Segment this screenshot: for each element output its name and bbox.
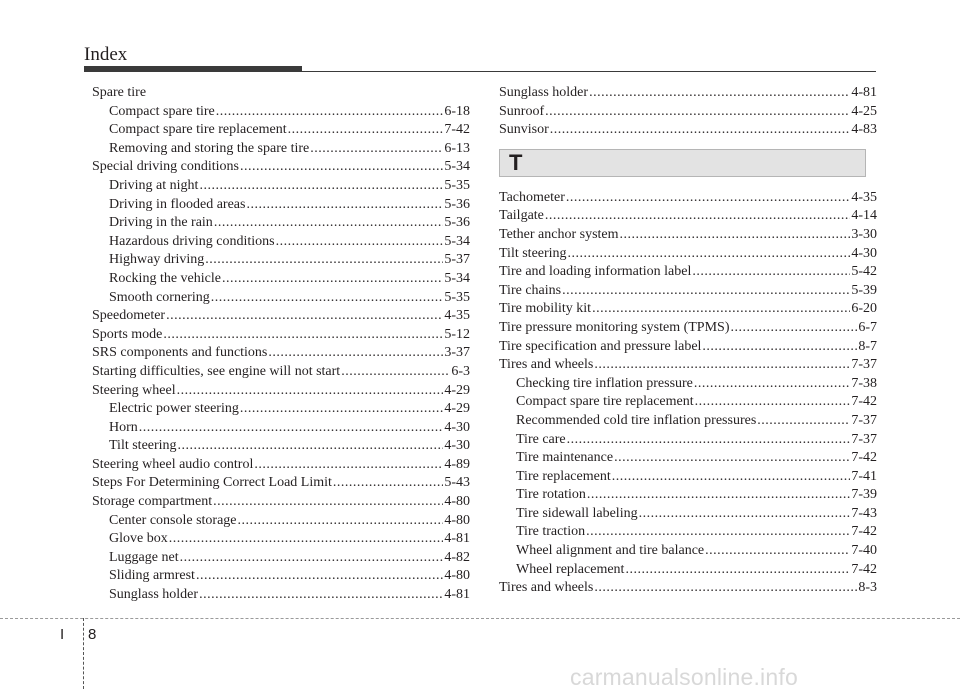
index-entry <box>92 344 470 363</box>
index-entry-page: 5-37 <box>444 252 470 268</box>
index-entry-page: 7-42 <box>851 561 877 577</box>
index-entry <box>499 505 877 524</box>
footer-page-number: 8 <box>88 626 97 643</box>
index-entry-page: 6-20 <box>851 301 877 317</box>
index-entry-page: 5-39 <box>851 282 877 298</box>
index-entry-page: 4-81 <box>444 531 470 547</box>
watermark: carmanualsonline.info <box>570 664 798 690</box>
dot-leader <box>562 282 850 301</box>
index-entries-s-continued <box>499 84 877 140</box>
dot-leader <box>169 530 444 549</box>
index-entry-page: 7-38 <box>851 375 877 391</box>
index-entry-label: SRS components and functions <box>92 345 268 361</box>
index-entry-label: Recommended cold tire inflation pressures <box>516 412 757 428</box>
index-entry-page: 6-3 <box>451 363 470 379</box>
index-entry-page: 3-30 <box>851 226 877 242</box>
dot-leader <box>196 567 443 586</box>
dot-leader <box>310 140 443 159</box>
index-entry-label: Sunvisor <box>499 122 549 138</box>
index-entry-page: 5-12 <box>444 326 470 342</box>
index-entry <box>499 189 877 208</box>
index-entry-label: Hazardous driving conditions <box>109 233 275 249</box>
index-entry-label: Checking tire inflation pressure <box>516 375 693 391</box>
index-entry-label: Tire pressure monitoring system (TPMS) <box>499 319 730 335</box>
index-entry <box>499 103 877 122</box>
index-entry-label: Highway driving <box>109 252 205 268</box>
index-entry <box>499 542 877 561</box>
dot-leader <box>214 214 444 233</box>
index-entry <box>92 493 470 512</box>
index-entry <box>92 196 470 215</box>
index-entry-page: 7-42 <box>851 394 877 410</box>
dot-leader <box>567 431 851 450</box>
index-entry-page: 7-37 <box>851 431 877 447</box>
index-entry-page: 5-36 <box>444 215 470 231</box>
dot-leader <box>222 270 443 289</box>
index-entry-label: Sunglass holder <box>499 85 589 100</box>
index-entry <box>92 400 470 419</box>
index-entry-label: Speedometer <box>92 308 166 324</box>
index-entry-label: Steps For Determining Correct Load Limit <box>92 475 332 491</box>
index-entry <box>92 289 470 308</box>
index-entry-label: Storage compartment <box>92 494 213 510</box>
page-header-title: Index <box>84 44 128 65</box>
index-entry <box>92 158 470 177</box>
dot-leader <box>199 586 443 605</box>
dot-leader <box>695 393 851 412</box>
index-entry <box>499 319 877 338</box>
index-entry-label: Electric power steering <box>109 401 239 417</box>
index-entry <box>499 338 877 357</box>
index-entry-page: 5-35 <box>444 177 470 193</box>
index-entry-label: Tires and wheels <box>499 580 594 596</box>
index-entry-page: 4-35 <box>444 308 470 324</box>
dot-leader <box>268 344 443 363</box>
index-entry-label: Compact spare tire replacement <box>109 122 287 138</box>
index-entry <box>92 567 470 586</box>
footer-section-letter: I <box>60 626 65 643</box>
dot-leader <box>166 307 443 326</box>
index-entry-page: 5-34 <box>444 159 470 175</box>
index-entry-label: Tire care <box>516 431 566 447</box>
index-entry-page: 4-80 <box>444 512 470 528</box>
dot-leader <box>545 103 850 122</box>
index-entry-label: Driving in flooded areas <box>109 196 246 212</box>
index-entry-label: Tire sidewall labeling <box>516 505 638 521</box>
dot-leader <box>545 207 850 226</box>
index-entry-page: 3-37 <box>444 345 470 361</box>
dot-leader <box>139 419 444 438</box>
index-entry <box>92 84 470 103</box>
dot-leader <box>594 579 857 598</box>
index-entry-label: Tire specification and pressure label <box>499 338 702 354</box>
index-entry-label: Spare tire <box>92 85 147 100</box>
index-entry <box>92 121 470 140</box>
dot-leader <box>692 263 850 282</box>
index-entry-label: Driving at night <box>109 177 199 193</box>
index-entry-page: 5-42 <box>851 264 877 280</box>
dot-leader <box>216 103 444 122</box>
index-entry-label: Sports mode <box>92 326 163 342</box>
index-entry <box>499 579 877 598</box>
dot-leader <box>211 289 444 308</box>
index-entry-page: 4-81 <box>851 85 877 100</box>
index-entry-label: Tire maintenance <box>516 450 614 466</box>
index-entry-page: 4-30 <box>444 419 470 435</box>
index-entry <box>499 412 877 431</box>
index-entry <box>92 103 470 122</box>
index-entry-label: Tire mobility kit <box>499 301 592 317</box>
dot-leader <box>702 338 857 357</box>
index-entry-label: Glove box <box>109 531 168 547</box>
index-entry-label: Steering wheel audio control <box>92 456 254 472</box>
dot-leader <box>213 493 443 512</box>
dot-leader <box>566 189 850 208</box>
dot-leader <box>240 158 443 177</box>
index-entry <box>92 363 470 382</box>
index-entry <box>92 512 470 531</box>
dot-leader <box>550 121 851 140</box>
index-entry-page: 4-83 <box>851 122 877 138</box>
index-entry <box>92 214 470 233</box>
index-entry-label: Rocking the vehicle <box>109 270 221 286</box>
index-entry <box>92 307 470 326</box>
section-header-t <box>499 149 866 177</box>
dot-leader <box>705 542 850 561</box>
index-entry <box>499 375 877 394</box>
index-entry <box>499 282 877 301</box>
index-entry <box>92 177 470 196</box>
index-entry <box>499 207 877 226</box>
index-entry-page: 4-30 <box>851 245 877 261</box>
index-entry-page: 5-36 <box>444 196 470 212</box>
index-entry-page: 4-82 <box>444 549 470 565</box>
index-entry <box>499 486 877 505</box>
index-entry <box>499 468 877 487</box>
index-entry-page: 7-37 <box>851 357 877 373</box>
dot-leader <box>620 226 851 245</box>
footer-horizontal-rule <box>0 618 960 620</box>
index-entry-page: 7-42 <box>851 524 877 540</box>
index-entry-page: 8-7 <box>858 338 877 354</box>
index-column-right <box>499 84 877 598</box>
index-entry-page: 7-40 <box>851 543 877 559</box>
index-entry-page: 6-18 <box>444 103 470 119</box>
index-entry-page: 6-13 <box>444 140 470 156</box>
index-entry-label: Tilt steering <box>109 438 177 454</box>
index-entry <box>92 233 470 252</box>
index-entry-label: Tires and wheels <box>499 357 594 373</box>
index-entry-page: 7-41 <box>851 468 877 484</box>
header-thin-rule <box>84 71 876 72</box>
index-entry-label: Steering wheel <box>92 382 176 398</box>
index-entry <box>92 270 470 289</box>
index-column-left <box>92 84 470 605</box>
dot-leader <box>254 456 443 475</box>
dot-leader <box>625 561 850 580</box>
index-entry-label: Tire traction <box>516 524 586 540</box>
index-entry <box>92 586 470 605</box>
index-entry <box>92 474 470 493</box>
dot-leader <box>238 512 444 531</box>
index-entry <box>499 245 877 264</box>
index-entry-page: 7-39 <box>851 487 877 503</box>
dot-leader <box>587 486 850 505</box>
index-entry <box>92 326 470 345</box>
index-entry <box>92 530 470 549</box>
index-entry-page: 4-29 <box>444 401 470 417</box>
footer-vertical-rule <box>83 618 85 689</box>
index-entry-label: Tachometer <box>499 189 565 205</box>
index-entries-t <box>499 189 877 598</box>
index-entry <box>499 523 877 542</box>
index-entry-label: Center console storage <box>109 512 237 528</box>
index-entry <box>92 251 470 270</box>
dot-leader <box>594 356 850 375</box>
dot-leader <box>592 300 850 319</box>
dot-leader <box>199 177 443 196</box>
index-entry-label: Sliding armrest <box>109 568 195 584</box>
index-entry-page: 4-80 <box>444 494 470 510</box>
index-entry <box>499 393 877 412</box>
index-entry <box>499 300 877 319</box>
index-entry-page: 5-35 <box>444 289 470 305</box>
index-entry-label: Luggage net <box>109 549 179 565</box>
index-entry-label: Horn <box>109 419 138 435</box>
index-entry-label: Starting difficulties, see engine will not start <box>92 363 341 379</box>
index-entry-page: 4-30 <box>444 438 470 454</box>
index-entry-label: Sunroof <box>499 103 545 119</box>
index-entry-page: 7-43 <box>851 505 877 521</box>
dot-leader <box>177 382 444 401</box>
index-entry <box>92 382 470 401</box>
dot-leader <box>341 363 450 382</box>
index-entry-page: 6-7 <box>858 319 877 335</box>
dot-leader <box>568 245 851 264</box>
index-entry-label: Tilt steering <box>499 245 567 261</box>
index-entry-page: 4-14 <box>851 208 877 224</box>
index-entry-label: Compact spare tire replacement <box>516 394 694 410</box>
dot-leader <box>612 468 851 487</box>
dot-leader <box>586 523 850 542</box>
index-entry <box>499 356 877 375</box>
dot-leader <box>757 412 850 431</box>
index-entry <box>92 419 470 438</box>
index-entry-page: 7-42 <box>444 122 470 138</box>
index-entry-label: Special driving conditions <box>92 159 239 175</box>
dot-leader <box>614 449 850 468</box>
index-entry <box>499 84 877 103</box>
section-letter: T <box>509 149 523 175</box>
index-entry-page: 4-81 <box>444 587 470 603</box>
index-entry <box>92 549 470 568</box>
index-entry-page: 4-25 <box>851 103 877 119</box>
index-entry-label: Sunglass holder <box>109 587 199 603</box>
index-entry-label: Removing and storing the spare tire <box>109 140 310 156</box>
dot-leader <box>730 319 857 338</box>
dot-leader <box>288 121 444 140</box>
index-entry <box>499 449 877 468</box>
index-entry-label: Tire rotation <box>516 487 586 503</box>
dot-leader <box>240 400 444 419</box>
index-entry-label: Tether anchor system <box>499 226 619 242</box>
index-entry <box>499 431 877 450</box>
index-entry-page: 7-42 <box>851 450 877 466</box>
index-entry-label: Tire replacement <box>516 468 611 484</box>
index-entry-label: Tire chains <box>499 282 562 298</box>
index-entry-page: 5-43 <box>444 475 470 491</box>
index-entry-page: 8-3 <box>858 580 877 596</box>
index-entry-page: 7-37 <box>851 412 877 428</box>
index-entry-page: 5-34 <box>444 233 470 249</box>
index-entry <box>92 437 470 456</box>
index-entry <box>92 140 470 159</box>
index-entry-page: 4-80 <box>444 568 470 584</box>
index-entry-label: Tailgate <box>499 208 544 224</box>
index-entry-page: 4-89 <box>444 456 470 472</box>
index-entry <box>499 226 877 245</box>
index-entry-label: Wheel alignment and tire balance <box>516 543 705 559</box>
index-entry-label: Compact spare tire <box>109 103 215 119</box>
dot-leader <box>163 326 443 345</box>
index-entry <box>499 263 877 282</box>
dot-leader <box>639 505 851 524</box>
index-entry-label: Wheel replacement <box>516 561 625 577</box>
dot-leader <box>180 549 444 568</box>
index-entry-label: Smooth cornering <box>109 289 210 305</box>
dot-leader <box>205 251 443 270</box>
dot-leader <box>178 437 444 456</box>
dot-leader <box>694 375 850 394</box>
dot-leader <box>333 474 443 493</box>
dot-leader <box>246 196 443 215</box>
dot-leader <box>276 233 444 252</box>
index-entry <box>499 121 877 140</box>
index-entry-label: Tire and loading information label <box>499 264 692 280</box>
index-entry-page: 4-35 <box>851 189 877 205</box>
index-entry-page: 5-34 <box>444 270 470 286</box>
index-entry <box>499 561 877 580</box>
index-entry-page: 4-29 <box>444 382 470 398</box>
index-entry-label: Driving in the rain <box>109 215 213 231</box>
index-entry <box>92 456 470 475</box>
dot-leader <box>589 84 850 103</box>
